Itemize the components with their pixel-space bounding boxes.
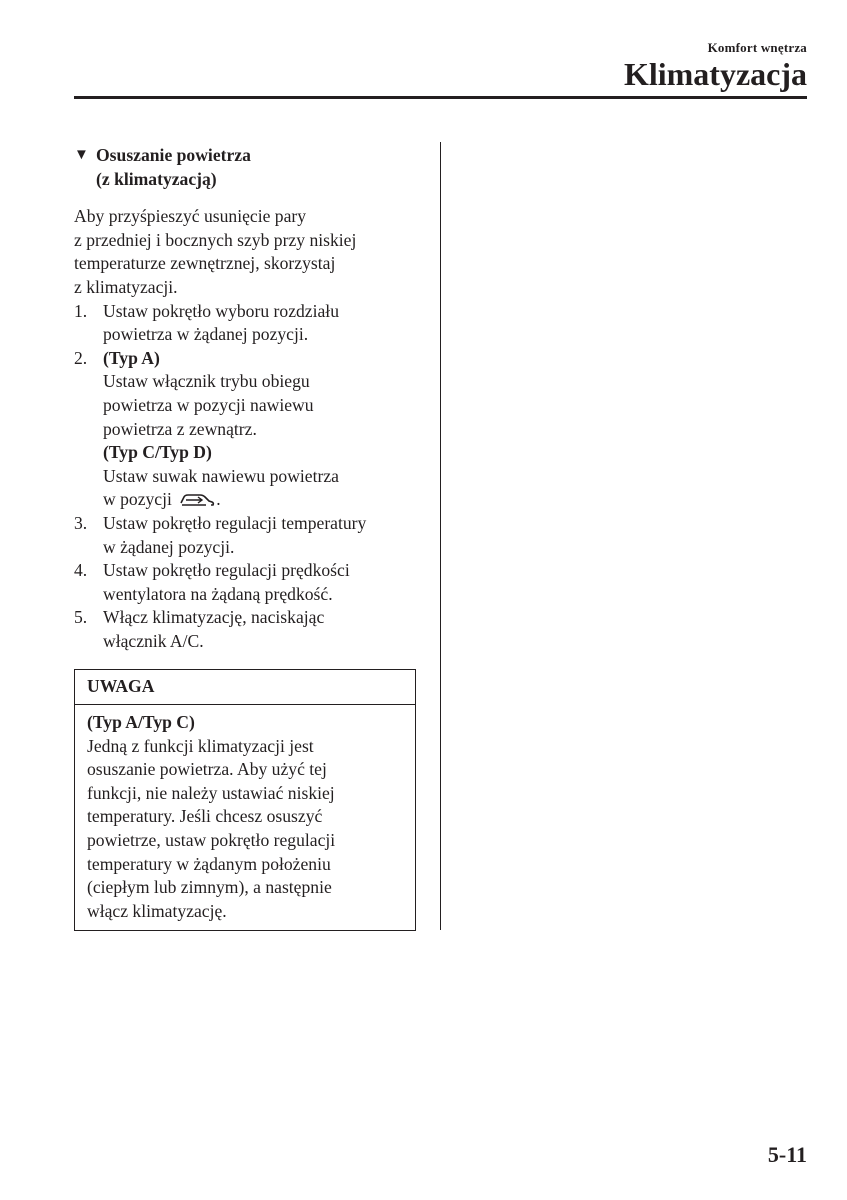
note-line: osuszanie powietrza. Aby użyć tej [87, 759, 327, 780]
note-line: Jedną z funkcji klimatyzacji jest [87, 735, 314, 756]
section-heading-line: Osuszanie powietrza [96, 145, 251, 165]
note-line: (ciepłym lub zimnym), a następnie [87, 877, 332, 898]
outside-air-icon [178, 490, 216, 508]
note-line: temperatury w żądanym położeniu [87, 853, 331, 874]
step-number: 2. [74, 347, 88, 368]
page-number: 5-11 [767, 1142, 807, 1167]
step-item [74, 300, 418, 347]
intro-line: z przedniej i bocznych szyb przy niskiej [74, 229, 357, 250]
steps-list [74, 300, 418, 654]
note-line: temperatury. Jeśli chcesz osuszyć [87, 806, 323, 827]
header-rule [74, 96, 807, 99]
step-text: w pozycji [103, 489, 172, 510]
note-line: funkcji, nie należy ustawiać niskiej [87, 782, 335, 803]
step-line: powietrza w pozycji nawiewu [103, 394, 314, 415]
step-number: 3. [74, 512, 88, 533]
intro-line: Aby przyśpieszyć usunięcie pary [74, 206, 307, 227]
type-label: (Typ C/Typ D) [103, 442, 212, 463]
step-line: Ustaw pokrętło regulacji prędkości [103, 560, 350, 581]
step-item [74, 606, 418, 653]
step-line: Ustaw pokrętło wyboru rozdziału [103, 300, 339, 321]
note-box [74, 669, 416, 931]
note-type-label: (Typ A/Typ C) [87, 712, 195, 733]
note-body [75, 705, 415, 930]
step-item [74, 512, 418, 559]
step-line: Ustaw suwak nawiewu powietrza [103, 465, 339, 486]
column-divider [440, 142, 441, 930]
step-line: powietrza z zewnątrz. [103, 418, 257, 439]
step-line: Ustaw pokrętło regulacji temperatury [103, 512, 367, 533]
step-number: 1. [74, 300, 88, 321]
header-section-label: Komfort wnętrza [707, 40, 807, 55]
section-heading-line: (z klimatyzacją) [96, 168, 217, 189]
step-line: włącznik A/C. [103, 630, 204, 651]
triangle-bullet-icon: ▼ [74, 147, 89, 163]
step-line: wentylatora na żądaną prędkość. [103, 583, 333, 604]
intro-paragraph [74, 205, 418, 299]
main-column [74, 144, 418, 931]
page-title: Klimatyzacja [623, 56, 807, 92]
section-heading [74, 144, 418, 191]
step-number: 4. [74, 560, 88, 581]
intro-line: temperaturze zewnętrznej, skorzystaj [74, 253, 336, 274]
step-number: 5. [74, 607, 88, 628]
intro-line: z klimatyzacji. [74, 276, 178, 297]
step-line: w żądanej pozycji. [103, 536, 235, 557]
type-label: (Typ A) [103, 347, 160, 368]
note-line: włącz klimatyzację. [87, 900, 227, 921]
step-line-with-icon [103, 488, 339, 512]
step-item [74, 559, 418, 606]
note-title: UWAGA [75, 670, 415, 705]
step-line: Włącz klimatyzację, naciskając [103, 607, 325, 628]
step-text: . [216, 489, 221, 510]
step-item [74, 347, 418, 512]
step-line: Ustaw włącznik trybu obiegu [103, 371, 310, 392]
note-line: powietrze, ustaw pokrętło regulacji [87, 830, 336, 851]
step-line: powietrza w żądanej pozycji. [103, 324, 309, 345]
